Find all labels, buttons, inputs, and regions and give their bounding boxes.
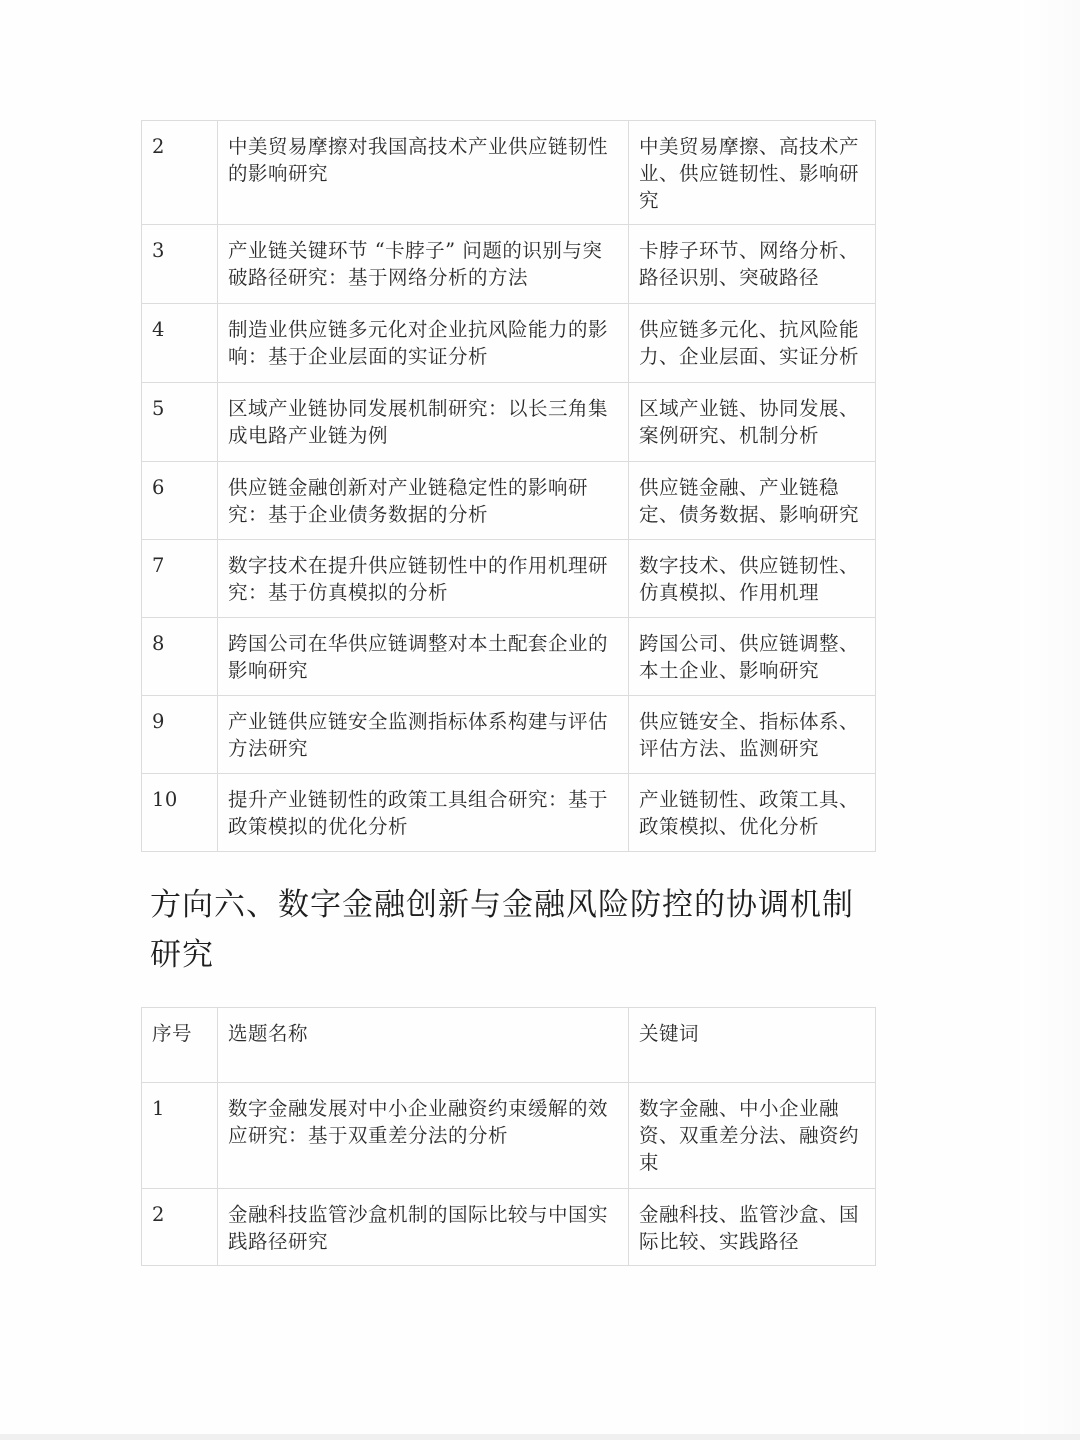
topic-title: 供应链金融创新对产业链稳定性的影响研究：基于企业债务数据的分析 xyxy=(218,462,629,540)
topic-title: 数字技术在提升供应链韧性中的作用机理研究：基于仿真模拟的分析 xyxy=(218,540,629,618)
row-number: 5 xyxy=(142,383,218,462)
topic-keywords: 卡脖子环节、网络分析、路径识别、突破路径 xyxy=(629,225,876,304)
row-number: 6 xyxy=(142,462,218,540)
topic-keywords: 金融科技、监管沙盒、国际比较、实践路径 xyxy=(629,1189,876,1266)
row-number: 10 xyxy=(142,774,218,852)
topic-title: 区域产业链协同发展机制研究：以长三角集成电路产业链为例 xyxy=(218,383,629,462)
topic-keywords: 中美贸易摩擦、高技术产业、供应链韧性、影响研究 xyxy=(629,121,876,225)
header-title: 选题名称 xyxy=(218,1008,629,1083)
table-row xyxy=(142,774,876,852)
topics-table-section6 xyxy=(141,1007,876,1266)
topic-title: 数字金融发展对中小企业融资约束缓解的效应研究：基于双重差分法的分析 xyxy=(218,1083,629,1189)
row-number: 3 xyxy=(142,225,218,304)
row-number: 9 xyxy=(142,696,218,774)
table-row xyxy=(142,696,876,774)
topic-keywords: 产业链韧性、政策工具、政策模拟、优化分析 xyxy=(629,774,876,852)
row-number: 2 xyxy=(142,121,218,225)
topic-keywords: 数字技术、供应链韧性、仿真模拟、作用机理 xyxy=(629,540,876,618)
topic-title: 制造业供应链多元化对企业抗风险能力的影响：基于企业层面的实证分析 xyxy=(218,304,629,383)
row-number: 2 xyxy=(142,1189,218,1266)
page-edge-shadow xyxy=(1020,0,1080,1440)
topic-keywords: 供应链金融、产业链稳定、债务数据、影响研究 xyxy=(629,462,876,540)
topic-title: 产业链供应链安全监测指标体系构建与评估方法研究 xyxy=(218,696,629,774)
topic-title: 跨国公司在华供应链调整对本土配套企业的影响研究 xyxy=(218,618,629,696)
table-row xyxy=(142,121,876,225)
row-number: 8 xyxy=(142,618,218,696)
row-number: 1 xyxy=(142,1083,218,1189)
table-row xyxy=(142,1083,876,1189)
table-header-row xyxy=(142,1008,876,1083)
topic-keywords: 供应链安全、指标体系、评估方法、监测研究 xyxy=(629,696,876,774)
header-keywords: 关键词 xyxy=(629,1008,876,1083)
topic-keywords: 跨国公司、供应链调整、本土企业、影响研究 xyxy=(629,618,876,696)
table-row xyxy=(142,383,876,462)
table-row xyxy=(142,462,876,540)
table-row xyxy=(142,225,876,304)
topic-title: 金融科技监管沙盒机制的国际比较与中国实践路径研究 xyxy=(218,1189,629,1266)
row-number: 4 xyxy=(142,304,218,383)
topic-title: 产业链关键环节 “卡脖子” 问题的识别与突破路径研究：基于网络分析的方法 xyxy=(218,225,629,304)
topic-title: 提升产业链韧性的政策工具组合研究：基于政策模拟的优化分析 xyxy=(218,774,629,852)
section-heading: 方向六、数字金融创新与金融风险防控的协调机制研究 xyxy=(150,887,854,973)
header-number: 序号 xyxy=(142,1008,218,1083)
topic-keywords: 数字金融、中小企业融资、双重差分法、融资约束 xyxy=(629,1083,876,1189)
table-row xyxy=(142,618,876,696)
topic-keywords: 供应链多元化、抗风险能力、企业层面、实证分析 xyxy=(629,304,876,383)
table-row xyxy=(142,1189,876,1266)
table-row xyxy=(142,540,876,618)
table-row xyxy=(142,304,876,383)
topic-title: 中美贸易摩擦对我国高技术产业供应链韧性的影响研究 xyxy=(218,121,629,225)
topics-table-continued xyxy=(141,120,876,852)
page-bottom-edge xyxy=(0,1434,1080,1440)
topic-keywords: 区域产业链、协同发展、案例研究、机制分析 xyxy=(629,383,876,462)
row-number: 7 xyxy=(142,540,218,618)
